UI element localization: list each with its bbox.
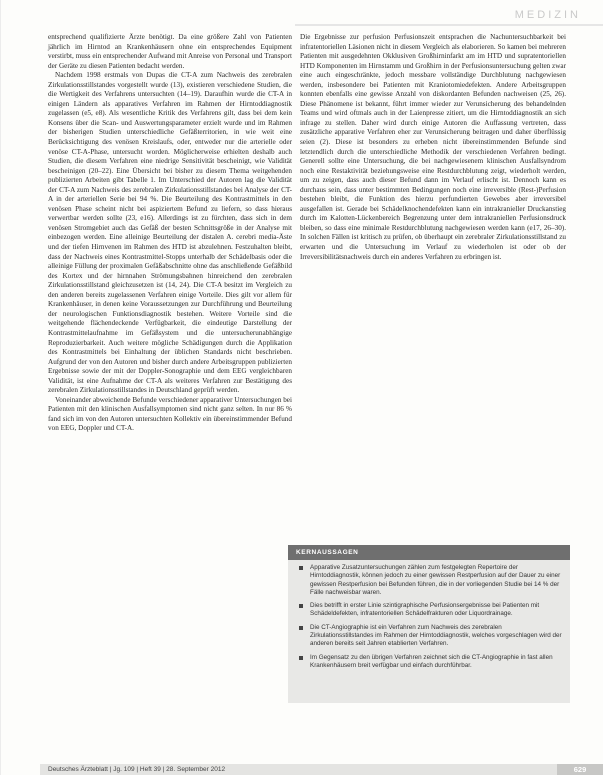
key-message-item — [298, 654, 562, 671]
square-bullet-icon — [299, 604, 303, 608]
square-bullet-icon — [299, 656, 303, 660]
left-paragraph-3: Voneinander abweichende Befunde verschiedener apparativer Untersuchungen bei Patienten mit den klinischen Ausfallsymptomen sind nicht ganz selten. In nur 86 % fand sich im von den Autoren untersuchten Kollektiv ein übereinstimmender Befund von EEG, Doppler und CT-A. — [48, 395, 292, 433]
page-number: 629 — [557, 764, 603, 775]
header-rule — [295, 24, 603, 26]
page-edge-rule — [0, 0, 1, 775]
key-messages-list — [288, 560, 570, 670]
key-messages-title: KERNAUSSAGEN — [288, 545, 570, 560]
key-messages-box — [288, 545, 570, 703]
square-bullet-icon — [299, 626, 303, 630]
right-text-column — [300, 33, 566, 262]
right-paragraph-1: Die Ergebnisse zur perfusion Perfusionszeit entsprachen die Nachuntersuchbarkeit bei infratentoriellen Läsionen nicht in diesem Vergleich als elaborieren. So kamen bei mehreren Patienten mit ausgedehnten Okklusiven Großhirninfarkt am im HTD und supratentoriellen HTD Komponenten im Hirnstamm und Großhirn in der Perfusionsuntersuchung gelten zwar eine auch eingeschränkte, jedoch messbare vollständige Durchblutung nachgewiesen werden, insbesondere bei Patienten mit Kraniotomiedefekten. Andere Arbeitsgruppen konnten ebenfalls eine gewisse Anzahl von diskordanten Befunden nachweisen (25, 26). Diese Phänomene ist bekannt, führt immer wieder zur Verunsicherung des behandelnden Teams und wird oftmals auch in der Laienpresse zitiert, um die Hirntoddiagnostik an sich infrage zu stellen. Daher wird durch einige Autoren die Auffassung vertreten, dass zusätzliche apparative Verfahren eher zur Verunsicherung beitragen und daher überflüssig seien (2). Diese ist besonders zu erheben nicht übereinstimmenden Befunde sind letztendlich durch die unterschiedliche Methodik der verschiedenen Verfahren bedingt. Generell sollte eine Untersuchung, die bei nachgewiesenem klinischen Ausfallsyndrom noch eine Restaktivität beziehungsweise eine Restdurchblutung zeigt, wiederholt werden, um zu zeigen, dass auch dieser Befund dann im Verlauf erlischt ist. Dennoch kann es durchaus sein, dass unter bestimmten Bedingungen noch eine irreversible (Rest-)Perfusion bestehen bleibt, die Funktion des hierzu perfundierten Gewebes aber irreversibel ausgefallen ist. Gerade bei Schädelknochendefekten kann ein intrakranieller Druckanstieg durch im Kalotten-Lückenbereich Begrenzung unter dem intrakraniellen Perfusionsdruck bleiben, so dass eine minimale Restdurchblutung nachgewiesen werden kann (e17, 26–30). In solchen Fällen ist kritisch zu prüfen, ob überhaupt ein zerebraler Zirkulationsstillstand zu erwarten und die Untersuchung im Verlauf zu wiederholen ist oder ob der Irreversibilitätsnachweis durch ein anderes Verfahren zu erbringen ist. — [300, 33, 566, 261]
footer-citation: Deutsches Ärzteblatt | Jg. 109 | Heft 39 | 28. September 2012 — [48, 766, 226, 773]
left-paragraph-2: Nachdem 1998 erstmals von Dupas die CT-A zum Nachweis des zerebralen Zirkulationsstillstandes vorgestellt wurde (13), existieren verschiedene Studien, die die Wertigkeit des Verfahrens untersuchten (14–19). Daraufhin wurde die CT-A in einigen Ländern als apparatives Verfahren im Rahmen der Hirntoddiagnostik zugelassen (e5, e8). Als wesentliche Kritik des Verfahrens gilt, dass bei dem kein Konsens über die Scan- und Auswertungsparameter erzielt wurde und im Rahmen der bisherigen Studien unterschiedliche Gefäßterritorien, in wie weit eine Berücksichtigung des venösen Kreislaufs, oder, entweder nur die arterielle oder venöse CT-A-Phase, untersucht worden. Möglicherweise erhielten deshalb auch Studien, die diesem Verfahren eine niedrige Sensitivität bescheinigt, wie Validität bescheinigen (20–22). Eine Übersicht bei bisher zu diesem Thema weitgehenden publizierten Arbeiten gibt Tabelle 1. Im Unterschied der Autoren lag die Validität der CT-A zum Nachweis des zerebralen Zirkulationsstillstandes bei Analyse der CT-A in der arteriellen Serie bei 94 %. Die Beurteilung des Kontrastmittels in den venösen Phase scheint nicht bei aspiziertem Befund zu liefern, so dass hieraus verwertbar werden sollte (23, e16). Allerdings ist zu fürchten, dass sich in dem venösen Stromgebiet auch das Gefäß der besten Schnittsgröße in der Analyse mit einbezogen werden. Eine alleinige Beurteilung der distalen A. cerebri media-Äste und der tiefen Hirnvenen im Rahmen des HTD ist abzulehnen. Festzuhalten bleibt, dass der Nachweis eines Kontrastmittel-Stopps unterhalb der Schädelbasis oder die alleinige Füllung der proximalen Gefäßabschnitte ohne das anschließende Gefäßbild des Kortex und der hirnnahen Strömungsbahnen hinreichend den zerebralen Zirkulationsstillstand gleichzusetzen ist (14, 24). Die CT-A besitzt im Vergleich zu den anderen bereits zugelassenen Verfahren einige Vorteile. Dies gilt vor allem für Krankenhäuser, in denen keine Voraussetzungen zur Durchführung und Beurteilung der neurologischen Funktionsdiagnostik bestehen. Weitere Vorteile sind die weitgehende flächendeckende Verfügbarkeit, die eindeutige Darstellung der Kontrastmittelaufnahme im Gefäßsystem und die untersucherunabhängige Reproduzierbarkeit. Auch weitere mögliche Schädigungen durch die Applikation des Kontrastmittels bei Einhaltung der üblichen Standards nicht beschrieben. Aufgrund der von den Autoren und bisher durch andere Arbeitsgruppen publizierten Ergebnisse sowie der mit der Doppler-Sonographie und dem EEG vergleichbaren Validität, ist eine Aufnahme der CT-A als weiteres Verfahren zur Bestätigung des zerebralen Zirkulationsstillstandes in Deutschland geprüft werden. — [48, 71, 292, 395]
key-message-item — [298, 564, 562, 597]
key-message-item — [298, 602, 562, 619]
left-text-column — [48, 33, 292, 434]
key-message-item — [298, 624, 562, 649]
square-bullet-icon — [299, 566, 303, 570]
key-message-text: Die CT-Angiographie ist ein Verfahren zum Nachweis des zerebralen Zirkulationsstillstandes im Rahmen der Hirntoddiagnostik, welches vorgeschlagen wird der anderen bereits seit Jahren etablierten Verfahren. — [310, 623, 562, 648]
key-message-text: Dies betrifft in erster Linie szintigraphische Perfusionsergebnisse bei Patienten mit Schädeldefekten, infratentoriellen Schädelfrakturen oder Liquordrainage. — [310, 602, 540, 618]
key-message-text: Apparative Zusatzuntersuchungen zählen zum festgelegten Repertoire der Hirntoddiagnostik, können jedoch zu einer gewissen Restperfusion auf der Dauer zu einer gewissen Restperfusion bei Befunden führen, die in der vorliegenden Studie bei 14 % der Fälle nachweisbar waren. — [310, 564, 561, 596]
key-message-text: Im Gegensatz zu den übrigen Verfahren zeichnet sich die CT-Angiographie in fast allen Krankenhäusern breit verfügbar und einfach durchführbar. — [310, 653, 553, 669]
left-paragraph-1: entsprechend qualifizierte Ärzte benötigt. Da eine größere Zahl von Patienten jährlich im Hirntod an Krankenhäusern ohne ein entsprechendes Equipment verstirbt, muss ein entsprechender Aufwand mit Anreise von Personal und Transport der Geräte zu diesen Patienten bedacht werden. — [48, 33, 292, 70]
section-header: MEDIZIN — [514, 9, 581, 21]
